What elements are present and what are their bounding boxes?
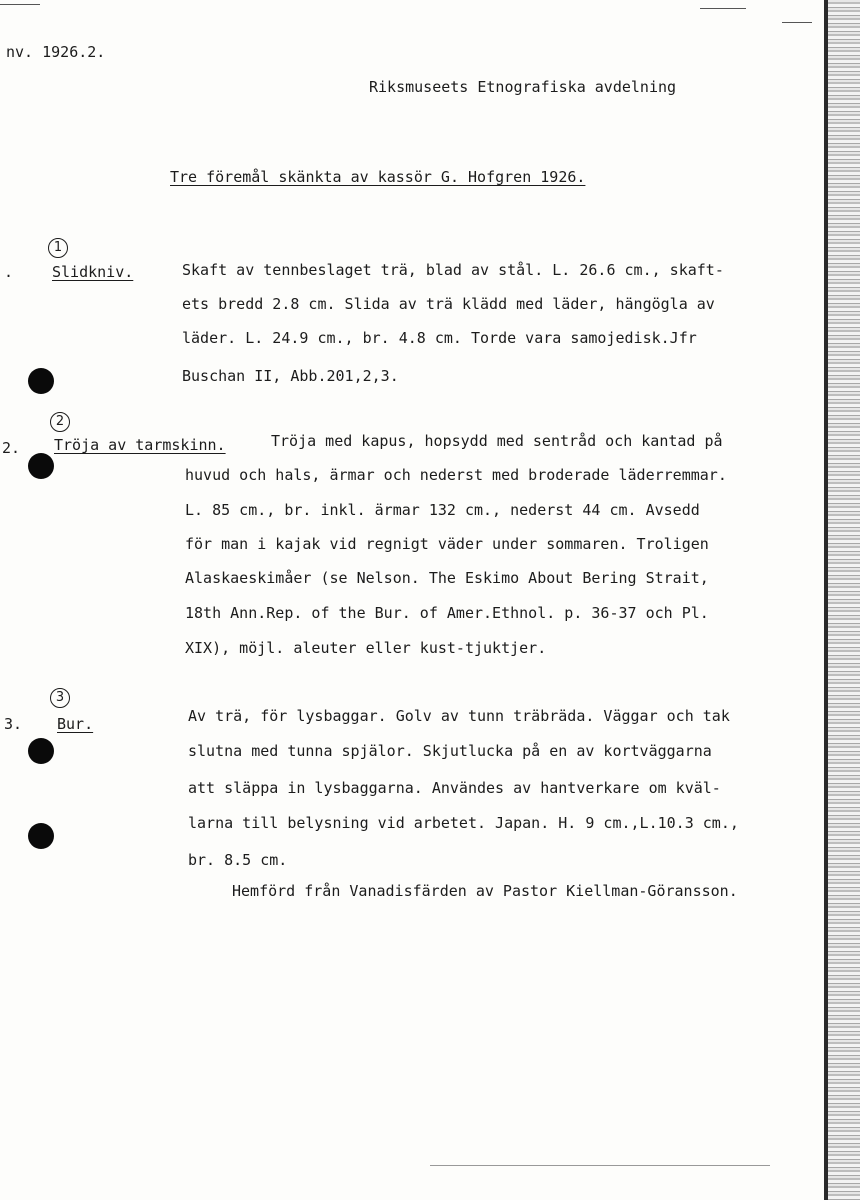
scan-mark bbox=[782, 22, 812, 23]
punch-hole bbox=[28, 368, 54, 394]
inventory-number: nv. 1926.2. bbox=[6, 43, 106, 61]
item-name: Slidkniv. bbox=[52, 263, 134, 281]
provenance-line: Hemförd från Vanadisfärden av Pastor Kiellman-Göransson. bbox=[232, 882, 738, 900]
item-text-line: L. 85 cm., br. inkl. ärmar 132 cm., nederst 44 cm. Avsedd bbox=[185, 501, 700, 519]
item-text-line: slutna med tunna spjälor. Skjutlucka på en av kortväggarna bbox=[188, 742, 712, 760]
item-number: 3. bbox=[4, 715, 23, 733]
item-text-line: Alaskaeskimåer (se Nelson. The Eskimo About Bering Strait, bbox=[185, 569, 709, 587]
scan-mark bbox=[700, 8, 746, 9]
document-title: Tre föremål skänkta av kassör G. Hofgren 1926. bbox=[170, 168, 586, 186]
item-circle-number: 1 bbox=[48, 238, 68, 258]
scan-edge bbox=[826, 0, 860, 1200]
scan-mark bbox=[430, 1165, 770, 1166]
item-number: 2. bbox=[2, 439, 21, 457]
item-text-line: larna till belysning vid arbetet. Japan. H. 9 cm.,L.10.3 cm., bbox=[188, 814, 739, 832]
item-text-line: ets bredd 2.8 cm. Slida av trä klädd med läder, hängögla av bbox=[182, 295, 715, 313]
item-number: . bbox=[4, 263, 14, 281]
item-text-line: Tröja med kapus, hopsydd med sentråd och kantad på bbox=[271, 432, 723, 450]
item-text-line: för man i kajak vid regnigt väder under sommaren. Troligen bbox=[185, 535, 709, 553]
item-circle-number: 2 bbox=[50, 412, 70, 432]
item-text-line: att släppa in lysbaggarna. Användes av hantverkare om kväl- bbox=[188, 779, 721, 797]
punch-hole bbox=[28, 738, 54, 764]
item-text-line: 18th Ann.Rep. of the Bur. of Amer.Ethnol. p. 36-37 och Pl. bbox=[185, 604, 709, 622]
underline-alaskaeskimaer bbox=[185, 570, 311, 587]
item-circle-number: 3 bbox=[50, 688, 70, 708]
item-text-line: Av trä, för lysbaggar. Golv av tunn träbräda. Väggar och tak bbox=[188, 707, 730, 725]
item-text-line: Buschan II, Abb.201,2,3. bbox=[182, 367, 399, 385]
punch-hole bbox=[28, 823, 54, 849]
item-text-line: läder. L. 24.9 cm., br. 4.8 cm. Torde vara samojedisk.Jfr bbox=[182, 329, 697, 347]
scan-edge-line bbox=[824, 0, 828, 1200]
underline-japan bbox=[552, 815, 597, 832]
punch-hole bbox=[28, 453, 54, 479]
underline-nelson bbox=[386, 570, 440, 587]
item-name: Bur. bbox=[57, 715, 94, 733]
scan-mark bbox=[0, 4, 40, 5]
item-text-line: huvud och hals, ärmar och nederst med broderade läderremmar. bbox=[185, 466, 727, 484]
item-text-line: XIX), möjl. aleuter eller kust-tjuktjer. bbox=[185, 639, 547, 657]
institution-heading: Riksmuseets Etnografiska avdelning bbox=[369, 78, 677, 96]
item-text-line: br. 8.5 cm. bbox=[188, 851, 288, 869]
underline-samojedisk bbox=[641, 330, 731, 347]
item-text-line: Skaft av tennbeslaget trä, blad av stål. L. 26.6 cm., skaft- bbox=[182, 261, 724, 279]
item-name: Tröja av tarmskinn. bbox=[54, 436, 226, 454]
